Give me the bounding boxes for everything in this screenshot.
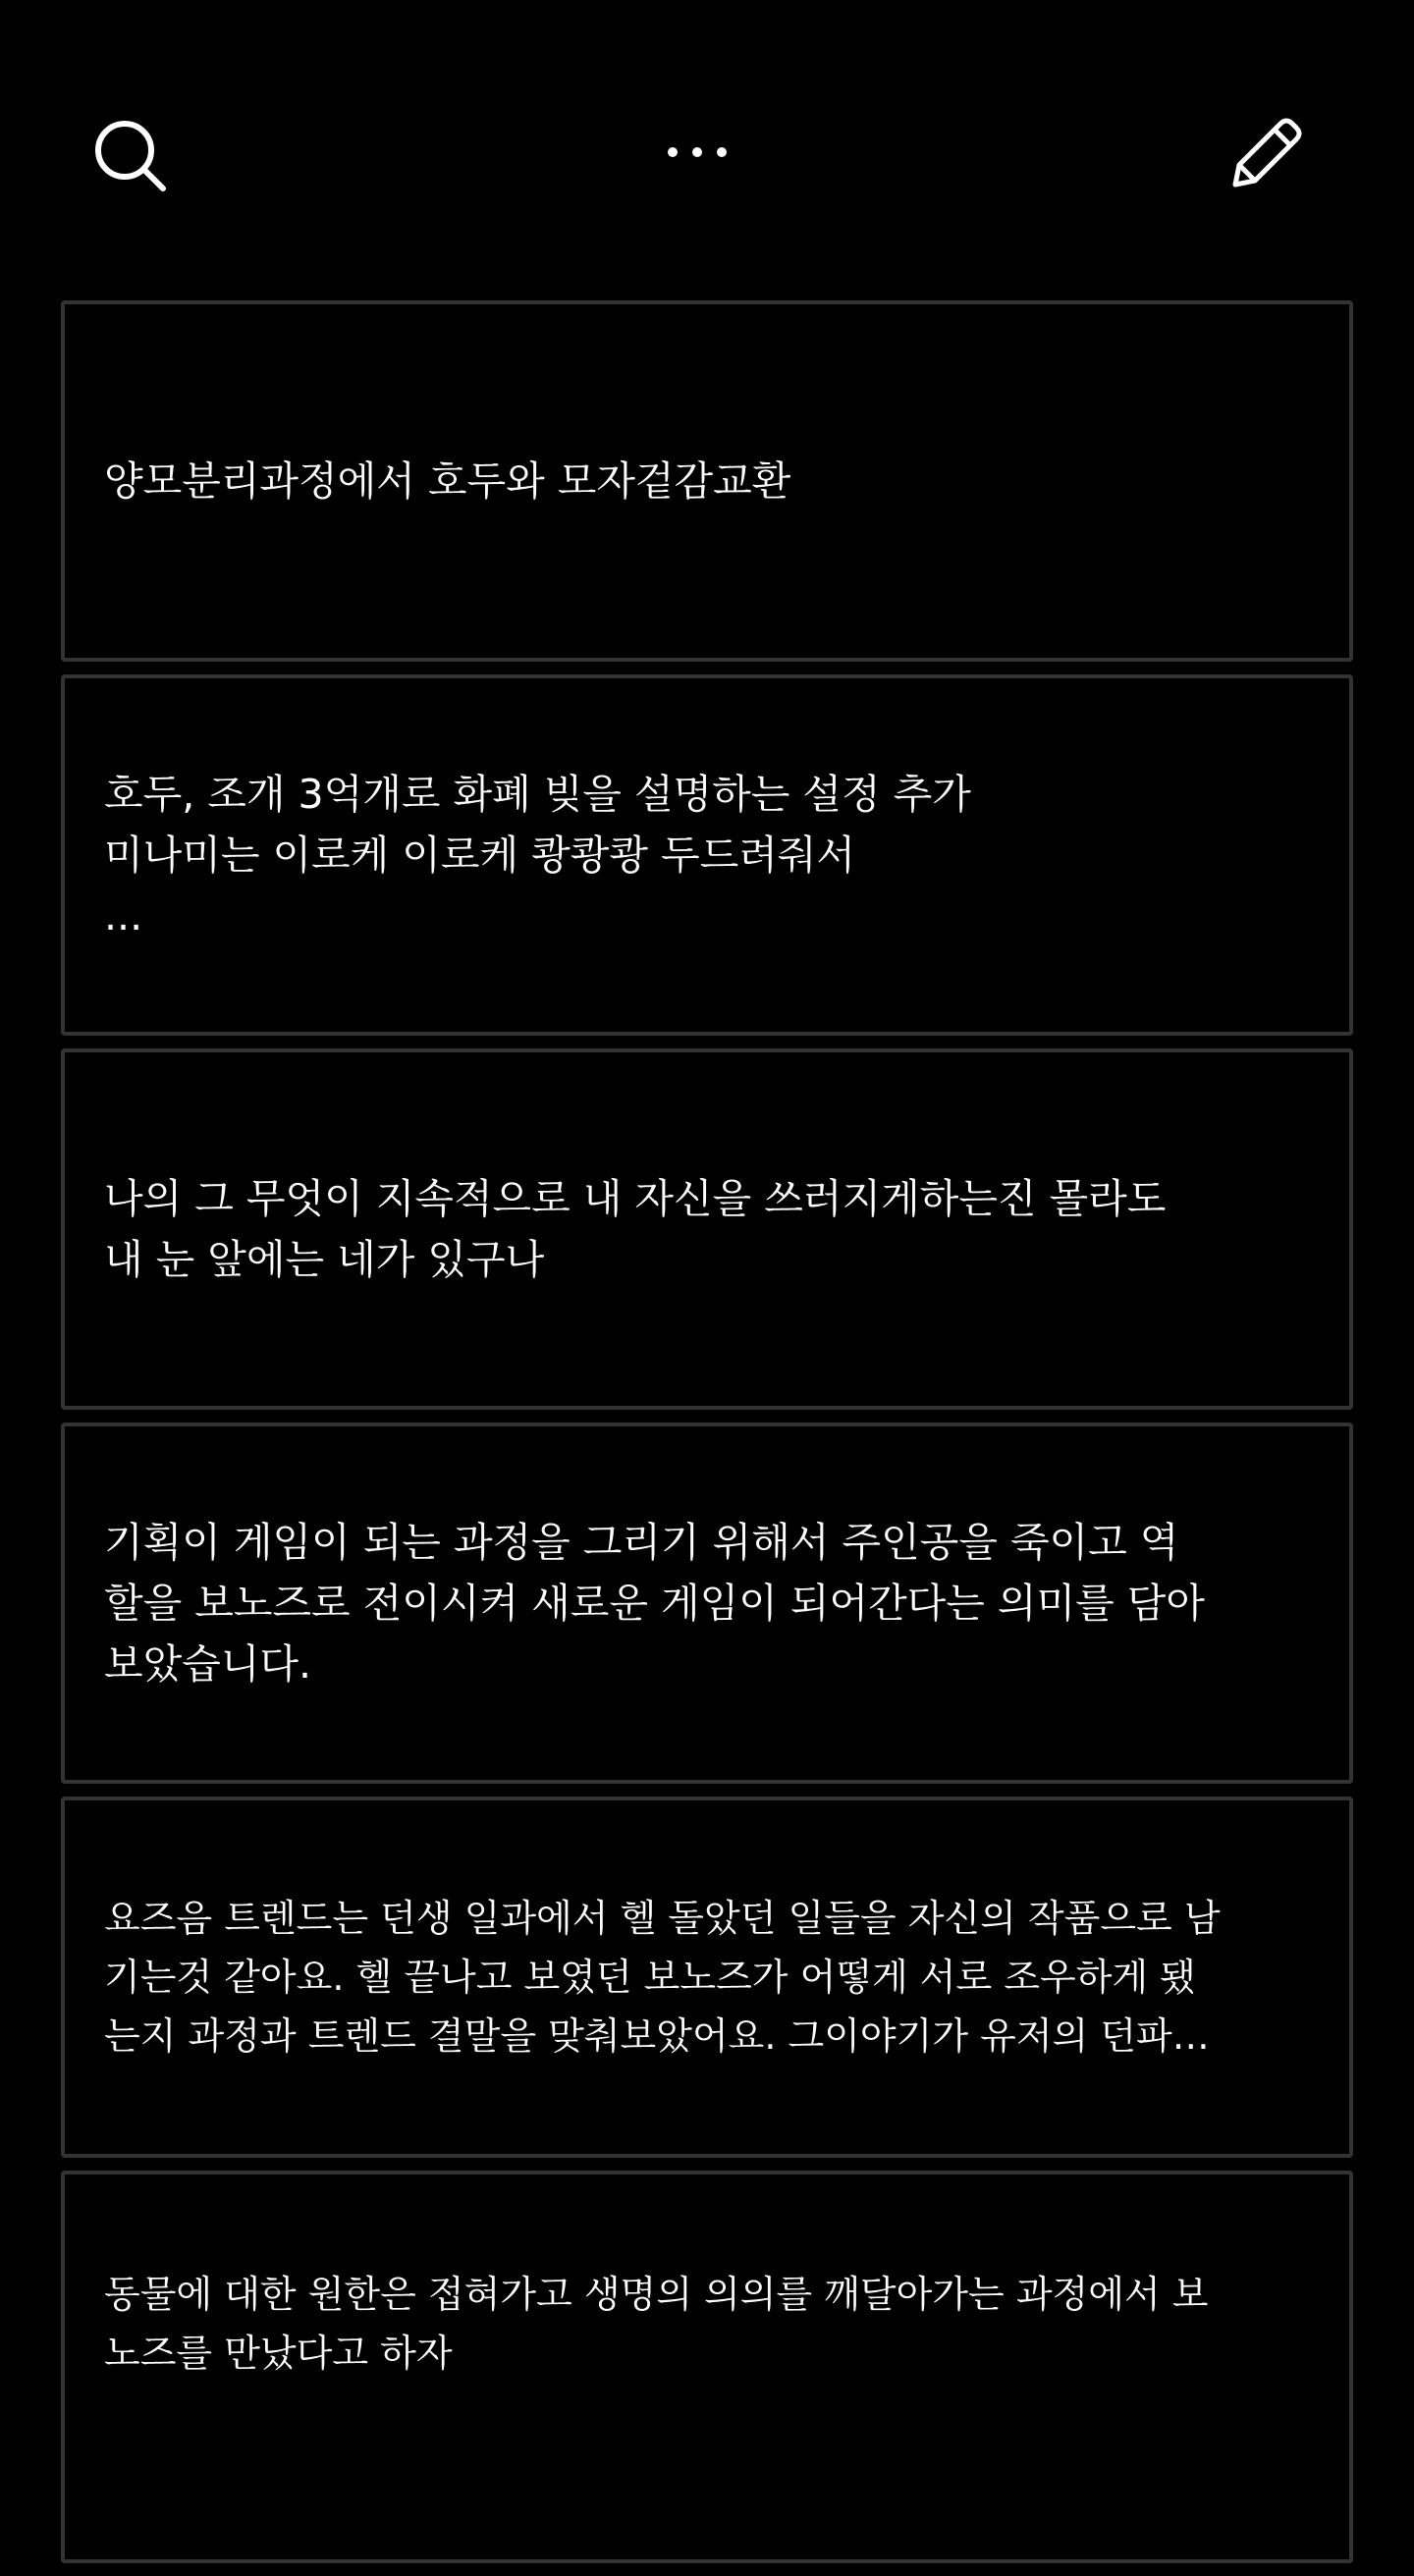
pencil-icon <box>1227 114 1306 192</box>
more-options-button[interactable] <box>648 118 746 187</box>
notes-list <box>61 300 1353 2576</box>
note-text: 기획이 게임이 되는 과정을 그리기 위해서 주인공을 죽이고 역 할을 보노즈로 전이시켜 새로운 게임이 되어간다는 의미를 담아 보았습니다. <box>104 1519 1205 1688</box>
note-card[interactable] <box>61 1048 1353 1410</box>
top-toolbar <box>0 0 1414 295</box>
note-text: 양모분리과정에서 호두와 모자겉감교환 <box>104 457 791 505</box>
search-button[interactable] <box>82 108 181 206</box>
note-card[interactable] <box>61 1422 1353 1784</box>
note-text: 요즈음 트렌드는 던생 일과에서 헬 돌았던 일들을 자신의 작품으로 남 기는것 같아요. 헬 끝나고 보였던 보노즈가 어떻게 서로 조우하게 됐 는지 과정과 트렌드 결말을 맞춰보았어요. 그이야기가 유저의 던파… <box>104 1897 1221 2058</box>
note-text: 호두, 조개 3억개로 화폐 빚을 설명하는 설정 추가 미나미는 이로케 이로케 쾅쾅쾅 두드려줘서 ... <box>104 771 971 939</box>
more-horizontal-icon <box>663 142 732 162</box>
note-text: 나의 그 무엇이 지속적으로 내 자신을 쓰러지게하는진 몰라도 내 눈 앞에는 네가 있구나 <box>104 1175 1167 1283</box>
new-note-button[interactable] <box>1218 104 1316 202</box>
note-card[interactable] <box>61 300 1353 662</box>
search-icon <box>92 118 171 196</box>
note-card[interactable] <box>61 2171 1353 2563</box>
note-text: 동물에 대한 원한은 접혀가고 생명의 의의를 깨달아가는 과정에서 보 노즈를 만났다고 하자 <box>104 2273 1209 2375</box>
note-card[interactable] <box>61 1797 1353 2158</box>
note-card[interactable] <box>61 674 1353 1036</box>
